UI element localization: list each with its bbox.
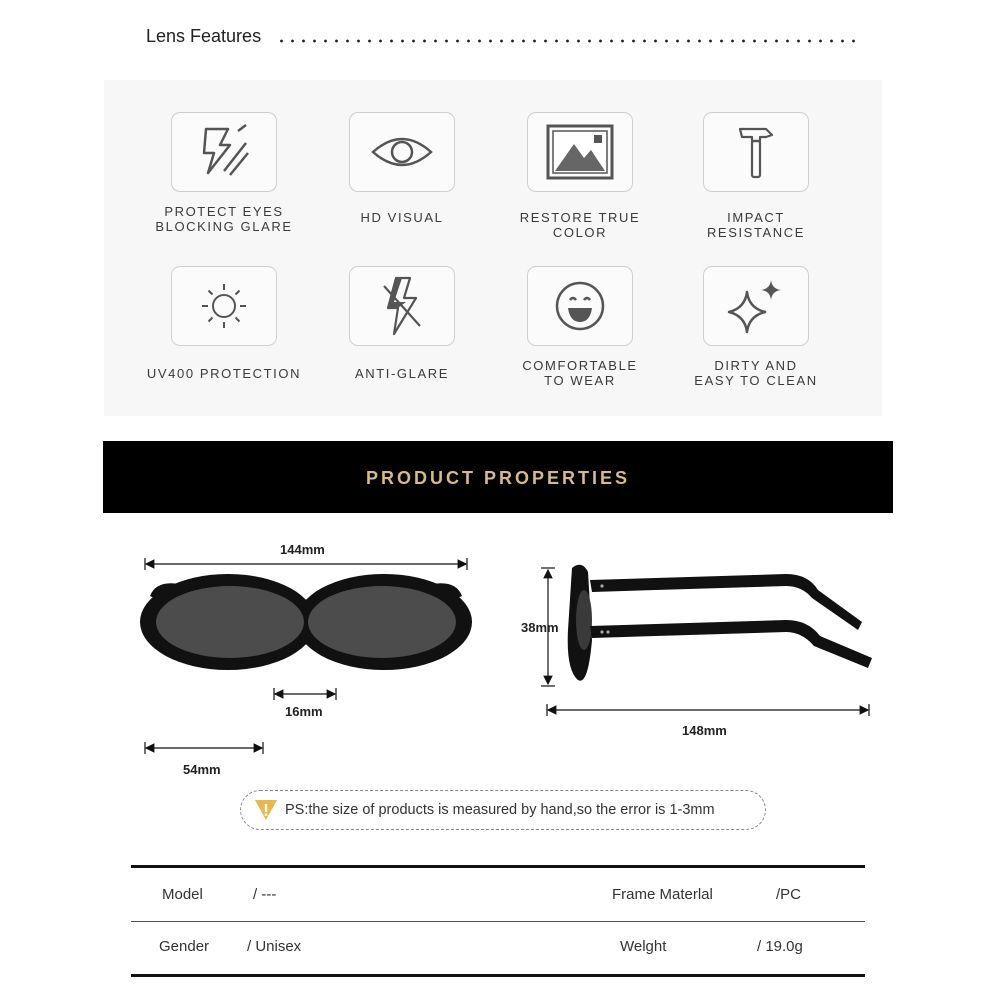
dotted-divider bbox=[276, 39, 858, 43]
feature-uv400 bbox=[144, 266, 304, 381]
properties-table bbox=[131, 865, 865, 977]
feature-label: IMPACT RESISTANCE bbox=[706, 210, 806, 240]
property-value-gender: / Unisex bbox=[247, 938, 302, 955]
property-value-model: / --- bbox=[253, 886, 277, 903]
feature-label: UV400 PROTECTION bbox=[146, 366, 302, 381]
feature-label: RESTORE TRUE COLOR bbox=[519, 210, 641, 240]
feature-label: COMFORTABLE TO WEAR bbox=[522, 358, 638, 388]
glasses-front-view bbox=[136, 550, 476, 765]
table-top-rule bbox=[131, 865, 865, 868]
feature-impact bbox=[676, 112, 836, 240]
feature-true-color bbox=[500, 112, 660, 240]
sparkle-icon bbox=[703, 266, 809, 346]
feature-label: ANTI-GLARE bbox=[354, 366, 449, 381]
bridge-width-label: 16mm bbox=[285, 704, 323, 719]
lens-features-header bbox=[146, 26, 858, 50]
property-label-model: Model bbox=[162, 886, 203, 903]
table-row-divider bbox=[131, 921, 865, 922]
feature-anti-glare bbox=[322, 266, 482, 381]
smiley-face-icon bbox=[527, 266, 633, 346]
landscape-image-icon bbox=[527, 112, 633, 192]
temple-length-label: 148mm bbox=[682, 723, 727, 738]
property-value-weight: / 19.0g bbox=[757, 938, 803, 955]
feature-label: HD VISUAL bbox=[360, 210, 444, 225]
feature-protect-eyes bbox=[144, 112, 304, 234]
property-value-frame-material: /PC bbox=[776, 886, 802, 903]
property-label-gender: Gender bbox=[159, 938, 210, 955]
feature-hd-visual bbox=[322, 112, 482, 225]
feature-label: DIRTY AND EASY TO CLEAN bbox=[694, 358, 818, 388]
hammer-icon bbox=[703, 112, 809, 192]
property-label-frame-material: Frame Materlal bbox=[612, 886, 713, 903]
glasses-side-view bbox=[536, 560, 876, 720]
section-title: Lens Features bbox=[146, 26, 262, 46]
lens-height-label: 38mm bbox=[521, 620, 559, 635]
feature-label: PROTECT EYES BLOCKING GLARE bbox=[155, 204, 293, 234]
banner-title: PRODUCT PROPERTIES bbox=[365, 468, 631, 488]
property-label-weight: Welght bbox=[620, 938, 667, 955]
measurement-note bbox=[240, 790, 766, 830]
feature-comfortable bbox=[500, 266, 660, 388]
lightning-shield-icon bbox=[171, 112, 277, 192]
eye-icon bbox=[349, 112, 455, 192]
lens-width-label: 54mm bbox=[183, 762, 221, 777]
feature-easy-clean bbox=[676, 266, 836, 388]
table-bottom-rule bbox=[131, 974, 865, 977]
frame-width-label: 144mm bbox=[280, 542, 325, 557]
sun-icon bbox=[171, 266, 277, 346]
lightning-bolt-icon bbox=[349, 266, 455, 346]
product-properties-banner bbox=[103, 441, 893, 513]
warning-triangle-icon bbox=[253, 798, 279, 822]
note-text: PS:the size of products is measured by hand,so the error is 1-3mm bbox=[285, 802, 715, 818]
